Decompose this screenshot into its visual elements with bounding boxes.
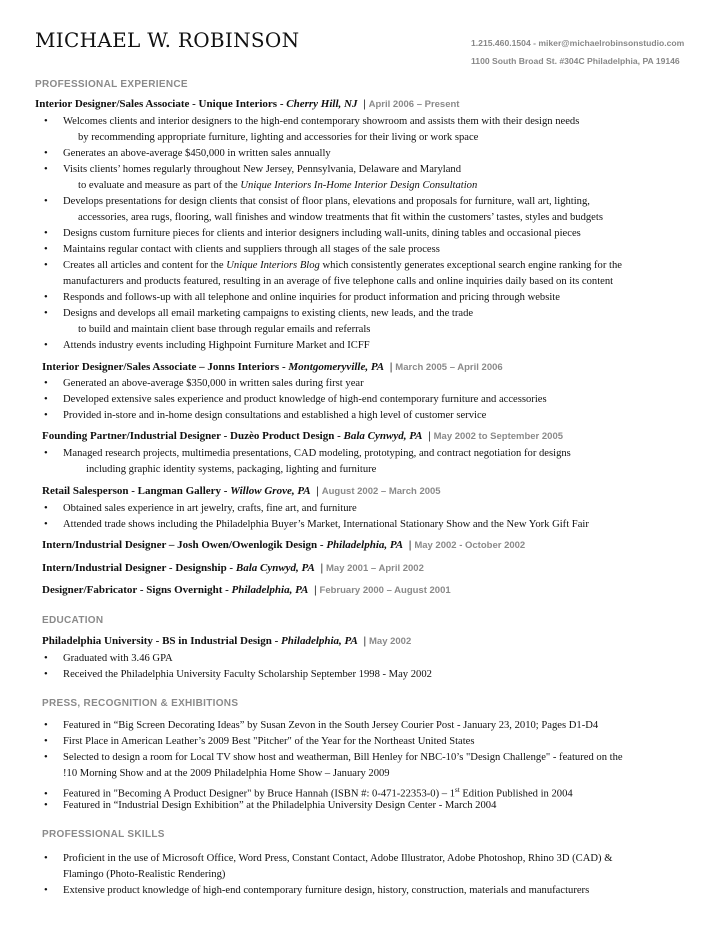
bullet-item: • Generates an above-average $450,000 in written sales annually [44,148,331,159]
job-location: Cherry Hill, NJ [286,98,358,110]
school-location: Philadelphia, PA [281,635,358,647]
bullet-continuation: manufacturers and products featured, resulting in an average of five telephone calls and online inquiries daily based on its content [63,276,614,287]
job-location: Philadelphia, PA [326,539,404,551]
job-heading [35,98,459,110]
job-location: Bala Cynwyd, PA [235,562,315,574]
bullet-continuation: to build and maintain client base through regular emails and referrals [78,324,371,335]
job-dates: March 2005 – April 2006 [395,362,503,373]
section-title-experience: PROFESSIONAL EXPERIENCE [35,79,188,90]
bullet-item: • Welcomes clients and interior designers to the high-end contemporary showroom and assists them with their design needs [44,116,580,127]
bullet-item: • Featured in “Industrial Design Exhibition” at the Philadelphia University Design Center - March 2004 [44,800,497,811]
job-location: Willow Grove, PA [230,485,311,497]
job-dates: May 2002 to September 2005 [433,431,564,442]
section-title-education: EDUCATION [42,615,104,626]
job-dates: April 2006 – Present [368,99,460,110]
job-title: Interior Designer/Sales Associate – Jonns Interiors - [42,361,286,373]
bullet-item: • Graduated with 3.46 GPA [44,653,173,664]
separator: | [320,562,323,574]
bullet-item: • Featured in “Big Screen Decorating Ideas” by Susan Zevon in the South Jersey Courier Post - January 23, 2010; Pages D1-D4 [44,720,599,731]
bullet-item: • Obtained sales experience in art jewelry, crafts, fine art, and furniture [44,503,357,514]
bullet-item: • Designs custom furniture pieces for clients and interior designers including wall-units, dining tables and occasional pieces [44,228,581,239]
job-title: Designer/Fabricator - Signs Overnight - [42,584,229,596]
bullet-item: • Designs and develops all email marketing campaigns to existing clients, new leads, and the trade [44,308,474,319]
resume-name: MICHAEL W. ROBINSON [35,28,300,52]
separator: | [428,430,431,442]
separator: | [363,635,366,647]
separator: | [316,485,319,497]
bullet-item: • Maintains regular contact with clients and suppliers through all stages of the sale process [44,244,440,255]
separator: | [389,361,393,373]
bullet-item: • Received the Philadelphia University Faculty Scholarship September 1998 - May 2002 [44,669,432,680]
job-heading [42,584,451,596]
job-title: Retail Salesperson - Langman Gallery - [42,485,228,497]
job-dates: February 2000 – August 2001 [319,585,451,596]
job-location: Montgomeryville, PA [288,361,385,373]
job-heading [42,539,525,551]
section-title-press: PRESS, RECOGNITION & EXHIBITIONS [42,698,239,709]
contact-phone-email: 1.215.460.1504 - miker@michaelrobinsonstudio.com [471,38,685,48]
graduation-date: May 2002 [369,636,412,647]
job-title: Intern/Industrial Designer - Designship - [42,562,234,574]
bullet-continuation: accessories, area rugs, flooring, wall finishes and window treatments that fit within the customers’ tastes, styles and budgets [78,212,603,223]
bullet-item: • Attended trade shows including the Philadelphia Buyer’s Market, International Stationary Show and the New York Gift Fair [44,519,589,530]
bullet-item: • Visits clients’ homes regularly throughout New Jersey, Pennsylvania, Delaware and Maryland [44,164,461,175]
job-heading [42,430,563,442]
bullet-continuation: by recommending appropriate furniture, lighting and accessories for their living or work space [78,132,479,143]
job-dates: May 2002 - October 2002 [414,540,526,551]
education-heading [42,635,411,647]
separator: | [363,98,366,110]
bullet-item: • Provided in-store and in-home design consultations and established a high level of customer service [44,410,487,421]
degree-title: Philadelphia University - BS in Industrial Design - [42,635,279,647]
separator: | [408,539,412,551]
job-heading [42,361,503,373]
bullet-item: • Generated an above-average $350,000 in written sales during first year [44,378,364,389]
bullet-item: • First Place in American Leather’s 2009 Best "Pitcher" of the Year for the Northeast United States [44,736,475,747]
bullet-item: • Selected to design a room for Local TV show host and weatherman, Bill Henley for NBC-10’s "Design Challenge" - featured on the [44,752,623,763]
job-location: Philadelphia, PA [231,584,309,596]
bullet-item: • Responds and follows-up with all telephone and online inquiries for product information and pricing through website [44,292,560,303]
job-title: Founding Partner/Industrial Designer - Duzèo Product Design - [42,430,341,442]
bullet-continuation: !10 Morning Show and at the 2009 Philadelphia Home Show – January 2009 [63,768,390,779]
bullet-item: • Creates all articles and content for the Unique Interiors Blog which consistently generates exceptional search engine ranking for the [44,260,622,271]
bullet-item: • Develops presentations for design clients that consist of floor plans, elevations and proposals for furniture, wall art, lighting, [44,196,590,207]
bullet-item: • Developed extensive sales experience and product knowledge of high-end contemporary furniture and accessories [44,394,547,405]
job-heading [42,485,441,497]
bullet-continuation: including graphic identity systems, packaging, lighting and furniture [86,464,377,475]
bullet-item: • Managed research projects, multimedia presentations, CAD modeling, prototyping, and contract negotiation for designs [44,448,571,459]
bullet-item: • Extensive product knowledge of high-end contemporary furniture design, history, construction, materials and manufacturers [44,885,590,896]
bullet-item: • Attends industry events including Highpoint Furniture Market and ICFF [44,340,370,351]
job-title: Intern/Industrial Designer – Josh Owen/Owenlogik Design - [42,539,324,551]
bullet-item: • Proficient in the use of Microsoft Office, Word Press, Constant Contact, Adobe Illustrator, Adobe Photoshop, Rhino 3D (CAD) & [44,853,613,864]
bullet-item: • Featured in "Becoming A Product Designer" by Bruce Hannah (ISBN #: 0-471-22353-0) – 1st Edition Published in 2004 [44,786,573,800]
job-dates: August 2002 – March 2005 [321,486,441,497]
bullet-continuation: to evaluate and measure as part of the Unique Interiors In-Home Interior Design Consultation [78,180,478,191]
separator: | [314,584,317,596]
job-location: Bala Cynwyd, PA [343,430,423,442]
job-heading [42,562,424,574]
job-dates: May 2001 – April 2002 [326,563,424,574]
job-title: Interior Designer/Sales Associate - Unique Interiors - [35,98,284,110]
bullet-continuation: Flamingo (Photo-Realistic Rendering) [63,869,226,880]
contact-address: 1100 South Broad St. #304C Philadelphia, PA 19146 [471,56,680,66]
section-title-skills: PROFESSIONAL SKILLS [42,829,165,840]
